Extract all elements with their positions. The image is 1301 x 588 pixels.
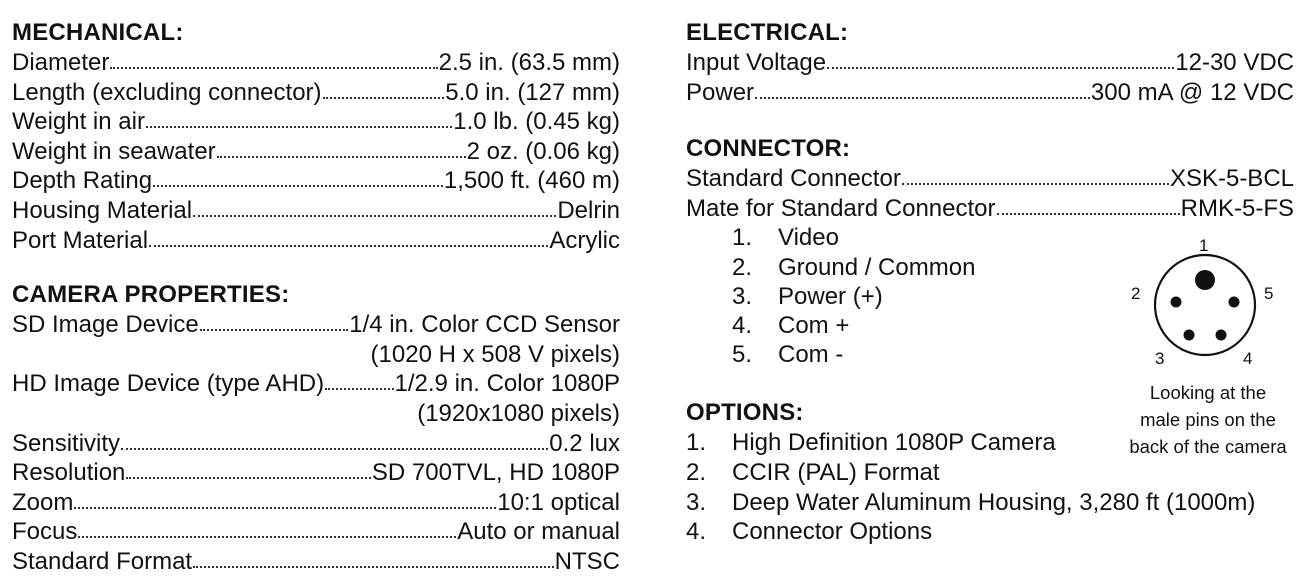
spec-value: 0.2 lux [549,429,620,457]
mechanical-heading: MECHANICAL: [12,19,184,46]
dot-leader [193,215,556,217]
dot-leader [193,566,554,568]
dot-leader [153,185,443,187]
pin-label-5: 5 [1264,284,1274,303]
option-item [686,488,1294,518]
electrical-heading: ELECTRICAL: [686,19,849,46]
pin-label-2: 2 [1131,284,1141,303]
spec-row-hd-image-device [12,369,620,399]
spec-value: XSK-5-BCL [1169,165,1294,193]
option-text: High Definition 1080P Camera [732,429,1056,457]
pin-description: Video [778,224,839,252]
spec-row-port-material [12,226,620,256]
dot-leader [902,183,1169,185]
dot-leader [827,67,1174,69]
section-spacer [12,255,620,280]
dot-leader [78,536,456,538]
connector-heading: CONNECTOR: [686,135,851,163]
spec-value: 2 oz. (0.06 kg) [466,137,620,165]
spec-row-diameter [12,48,620,78]
pin-5-dot [1229,297,1240,308]
diagram-caption [1120,379,1296,460]
spec-value: 10:1 optical [497,488,620,516]
spec-value: NTSC [554,547,620,575]
section-spacer [686,107,1294,134]
dot-leader [325,388,393,390]
spec-label: Input Voltage [686,49,827,76]
spec-label: Diameter [12,49,110,76]
dot-leader [121,448,548,450]
spec-row-zoom [12,488,620,518]
option-number: 4. [686,518,707,546]
dot-leader [146,126,452,128]
spec-label: Length (excluding connector) [12,78,322,106]
dot-leader [200,329,348,331]
pin-number: 5. [732,341,753,369]
spec-row-weight-air [12,107,620,137]
spec-label: Focus [12,518,78,546]
spec-value: RMK-5-FS [1180,194,1294,222]
pin-number: 1. [732,224,753,252]
options-heading: OPTIONS: [686,399,804,427]
spec-row-standard-format [12,547,620,577]
pin-number: 2. [732,253,753,281]
spec-value: 12-30 VDC [1175,49,1294,76]
spec-row-sd-image-device [12,310,620,340]
spec-value: 300 mA @ 12 VDC [1090,78,1294,106]
spec-label: HD Image Device (type AHD) [12,370,325,398]
dot-leader [323,97,445,99]
dot-leader [74,507,496,509]
caption-line: back of the camera [1129,436,1287,457]
dot-leader [755,97,1090,99]
spec-label: Weight in air [12,108,145,136]
spec-row-mate-connector [686,194,1294,224]
pin-label-3: 3 [1155,349,1165,368]
caption-line: Looking at the [1149,382,1267,403]
spec-label: Standard Connector [686,165,901,193]
option-number: 2. [686,458,707,486]
option-text: Connector Options [732,518,933,546]
spec-row-housing-material [12,196,620,226]
pin-description: Com + [778,311,850,339]
pin-label-4: 4 [1243,349,1253,368]
spec-label: Power [686,78,755,106]
spec-value: 2.5 in. (63.5 mm) [438,49,620,76]
pin-3-dot [1184,330,1195,341]
spec-label: Weight in seawater [12,137,216,165]
spec-label: SD Image Device [12,311,199,339]
spec-value: 1/4 in. Color CCD Sensor [349,311,620,339]
spec-value: 1/2.9 in. Color 1080P [394,370,620,398]
spec-value: 5.0 in. (127 mm) [445,78,620,106]
spec-row-length [12,78,620,108]
spec-label: Sensitivity [12,429,121,457]
camera-properties-heading: CAMERA PROPERTIES: [12,281,290,309]
spec-row-depth-rating [12,166,620,196]
pin-description: Power (+) [778,282,883,310]
spec-label: Port Material [12,226,149,254]
spec-row-standard-connector [686,164,1294,194]
spec-value-continuation: (1020 H x 508 V pixels) [370,340,620,368]
pin-4-dot [1216,330,1227,341]
spec-row-sensitivity [12,429,620,459]
option-number: 3. [686,488,707,516]
spec-label: Mate for Standard Connector [686,194,996,222]
option-item [686,517,1294,547]
connector-pin-diagram [1120,233,1300,463]
option-number: 1. [686,429,707,457]
pin-number: 3. [732,282,753,310]
pin-number: 4. [732,311,753,339]
caption-line: male pins on the [1140,409,1276,430]
spec-label: Standard Format [12,547,193,575]
dot-leader [110,67,437,69]
spec-value: Delrin [557,196,620,224]
pin-1-dot [1195,270,1215,290]
spec-row-focus [12,517,620,547]
spec-row-power [686,78,1294,108]
spec-row-weight-seawater [12,137,620,167]
spec-value: 1.0 lb. (0.45 kg) [453,108,620,136]
spec-row-resolution [12,458,620,488]
dot-leader [217,156,466,158]
option-text: Deep Water Aluminum Housing, 3,280 ft (1000m) [732,488,1256,516]
dot-leader [997,213,1180,215]
spec-value: 1,500 ft. (460 m) [443,167,620,195]
dot-leader [149,245,548,247]
connector-face-icon [1120,233,1300,379]
spec-label: Depth Rating [12,167,153,195]
option-text: CCIR (PAL) Format [732,458,940,486]
pin-description: Com - [778,341,844,369]
spec-label: Zoom [12,488,74,516]
left-column [12,18,620,577]
pin-description: Ground / Common [778,253,976,281]
spec-row-input-voltage [686,48,1294,78]
spec-label: Resolution [12,459,126,487]
spec-value-continuation: (1920x1080 pixels) [417,399,620,427]
dot-leader [126,477,370,479]
spec-value: Acrylic [549,226,620,254]
pin-label-1: 1 [1199,236,1209,255]
pin-2-dot [1171,297,1182,308]
spec-label: Housing Material [12,196,193,224]
spec-value: SD 700TVL, HD 1080P [371,459,620,487]
spec-value: Auto or manual [457,518,620,546]
